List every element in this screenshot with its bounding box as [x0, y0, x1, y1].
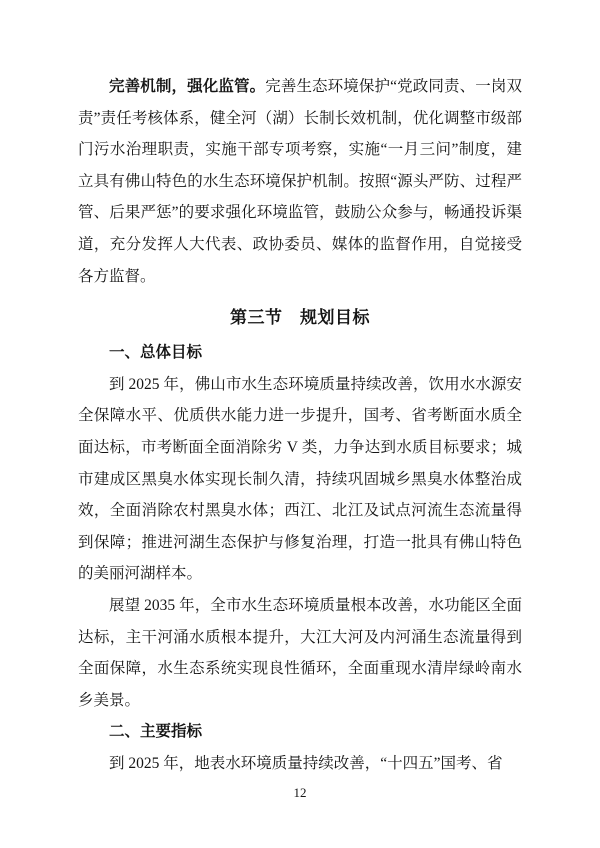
paragraph-indicators-partial: 到 2025 年，地表水环境质量持续改善，“十四五”国考、省	[109, 754, 503, 772]
heading-overall-goal: 一、总体目标	[109, 344, 203, 362]
heading-main-indicators: 二、主要指标	[109, 723, 203, 741]
paragraph-mechanism	[78, 71, 522, 292]
paragraph-2035-outlook: 展望 2035 年，全市水生态环境质量根本改善，水功能区全面达标，主干河涌水质根本提升，大江大河及内河涌生态流量得到全面保障，水生态系统实现良性循环，全面重现水清岸绿岭南水乡美景。	[78, 596, 522, 709]
section-title: 第三节 规划目标	[230, 308, 370, 328]
paragraph-mechanism-body: 完善生态环境保护“党政同责、一岗双责”责任考核体系，健全河（湖）长制长效机制，优化调整市级部门污水治理职责，实施干部专项考察，实施“一月三问”制度，建立具有佛山特色的水生态环境保护机制。按照“源头严防、过程严管、后果严惩”的要求强化环境监管，鼓励公众参与，畅通投诉渠道，充分发挥人大代表、政协委员、媒体的监督作用，自觉接受各方监督。	[78, 78, 522, 285]
paragraph-mechanism-lead: 完善机制，强化监管。	[109, 78, 266, 95]
paragraph-2025-goal: 到 2025 年，佛山市水生态环境质量持续改善，饮用水水源安全保障水平、优质供水能力进一步提升，国考、省考断面水质全面达标，市考断面全面消除劣 V 类，力争达到水质目标要求；城市建成区黑臭水体实现长制久清，持续巩固城乡黑臭水体整治成效，全面消除农村黑臭水体；西江、北江及试点河流生态流量得到保障；推进河湖生态保护与修复治理，打造一批具有佛山特色的美丽河湖样本。	[78, 375, 522, 583]
page-number: 12	[293, 785, 307, 800]
